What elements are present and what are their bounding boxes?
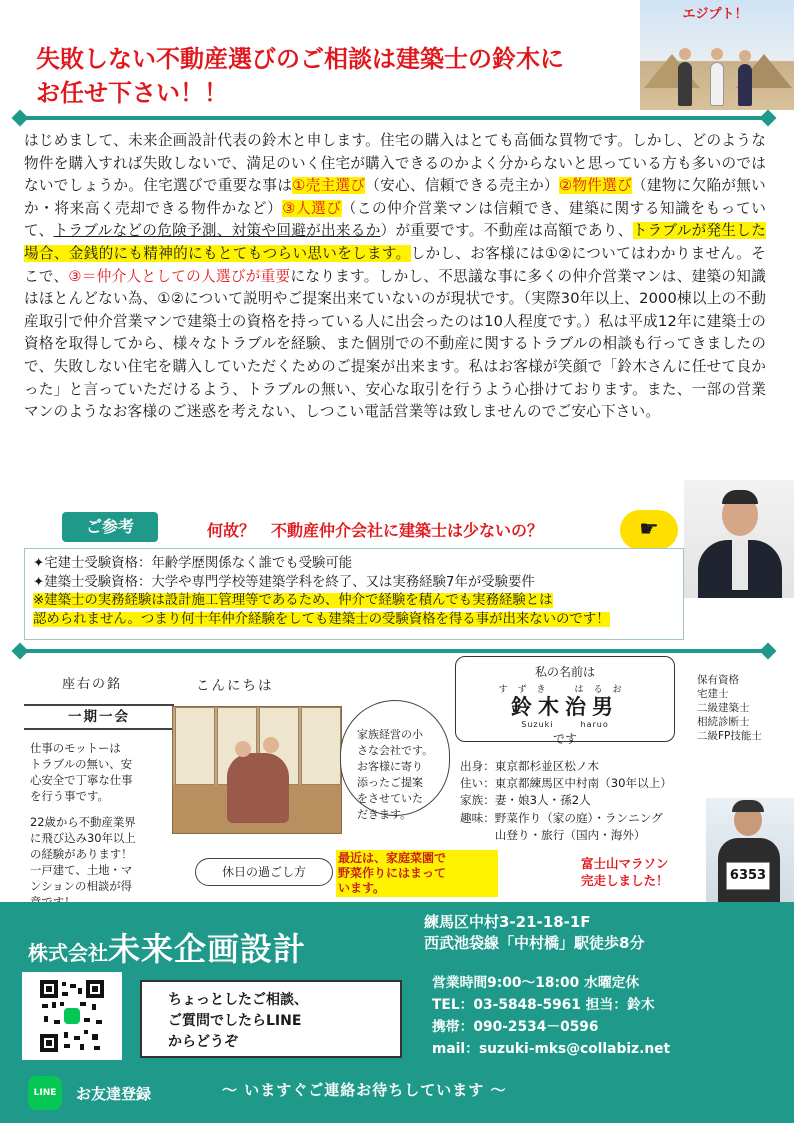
greeting-title: こんにちは (196, 678, 274, 694)
reference-note: ※建築士の実務経験は設計施工管理等であるため、仲介で経験を積んでも実務経験とは (33, 593, 553, 608)
qualifications: 保有資格 宅建士 二級建築士 相続診断士 二級FP技能士 (697, 674, 762, 742)
line-qr-code[interactable] (22, 972, 122, 1060)
email-address[interactable]: mail：suzuki-mks@collabiz.net (432, 1041, 671, 1057)
highlight-trouble: トラブルが発生した場合、金銭的にも精神的にもとてもつらい思いをします。 (24, 222, 767, 262)
portrait-photo (684, 480, 794, 598)
vegetable-note: 最近は、家庭菜園で 野菜作りにはまって います。 (336, 850, 498, 897)
line-icon[interactable]: LINE (28, 1076, 62, 1110)
reference-question: 何故？ 不動産仲介会社に建築士は少ないの？ (207, 521, 544, 540)
add-friend-label[interactable]: お友達登録 (76, 1085, 152, 1103)
qr-code-icon (40, 980, 104, 1052)
highlight-property: ②物件選び (558, 177, 632, 195)
speech-bubble: 家族経営の小 さな会社です。 お客様に寄り 添ったご提案 をさせていた だきます。 (340, 700, 450, 816)
egypt-photo (640, 0, 794, 110)
photo-caption: エジプト！ (682, 7, 748, 22)
profile-divider (22, 649, 766, 653)
motto-banner: 一期一会 (24, 704, 174, 730)
red-emphasis: ③＝仲介人としての人選びが重要 (68, 267, 291, 285)
line-cta-box: ちょっとしたご相談、 ご質問でしたらLINE からどうぞ (140, 980, 402, 1058)
mobile-number[interactable]: 携帯：090-2534－0596 (432, 1019, 599, 1035)
family-photo (172, 706, 342, 834)
race-bib: 6353 (726, 862, 770, 890)
highlight-seller: ①売主選び (292, 177, 366, 195)
detail-row: 趣味： 野菜作り（家の庭）・ランニング (460, 810, 663, 825)
highlight-person: ③人選び (282, 199, 342, 217)
header-divider (22, 116, 766, 120)
phone-number[interactable]: TEL：03-5848-5961 担当：鈴木 (432, 997, 655, 1013)
name-romaji: Suzuki haruo (521, 720, 609, 729)
holiday-label: 休日の過ごし方 (195, 858, 333, 886)
detail-row: 住い： 東京都練馬区中村南（30年以上） (460, 776, 672, 791)
owner-name: 鈴木治男 (511, 695, 619, 719)
company-address: 練馬区中村3-21-18-1F 西武池袋線「中村橋」駅徒歩8分 (424, 913, 645, 952)
page-headline: 失敗しない不動産選びのご相談は建築士の鈴木に お任せ下さい！！ (36, 45, 564, 107)
detail-row: 山登り・旅行（国内・海外） (494, 827, 646, 842)
divider-diamond-right (760, 643, 777, 660)
intro-paragraph: はじめまして、未来企画設計代表の鈴木と申します。住宅の購入はとても高価な買物です。しかし、どのような物件を購入すれば失敗しないで、満足のいく住宅が購入できるのかよく分からないと思っている方も多いのではないでしょうか。住宅選びで重要な事は①売主選び（安心、信頼できる売主か）②物件選び（建物に欠陥が無いか・将来高く売却できる物件かなど）③人選び（この仲介営業マンは信頼でき、建築に関する知識をもっていて、トラブルなどの危険予測、対策や回避が出来るか）が重要です。不動産は高額であり、トラブルが発生した場合、金銭的にも精神的にもとてもつらい思いをします。しかし、お客様には①②についてはわかりません。そこで、③＝仲介人としての人選びが重要になります。しかし、不思議な事に多くの仲介営業マンは、建築の知識はほとんどない為、①②について説明やご提案出来ていないのが現状です。（実際30年以上、2000棟以上の不動産取引で仲介営業マンで建築士の資格を持っている人に出会ったのは10人程度です。）私は平成12年に建築士の資格を取得してから、様々なトラブルを経験、また個別での不動産に関するトラブルの相談も行ってきましたので、失敗しない住宅を購入していただくためのご提案が出来ます。私はお客様が笑顔で「鈴木さんに任せて良かった」と言っていただけるよう、トラブルの無い、安心な取引を行うよう心掛けております。また、一部の営業マンのようなお客様のご迷惑を考えない、しつこい電話営業等は致しませんのでご安心下さい。 (24, 132, 767, 421)
underlined-risk: トラブルなどの危険予測、対策や回避が出来るか (53, 222, 381, 240)
runner-photo (706, 798, 794, 902)
divider-diamond-right (760, 110, 777, 127)
business-hours: 営業時間9:00～18:00 水曜定休 (432, 975, 640, 991)
reference-tab: ご参考 (62, 512, 158, 542)
detail-row: 家族： 妻・娘3人・孫2人 (460, 793, 591, 808)
pointing-hand-icon: ☛ (620, 510, 678, 550)
profile-details (460, 758, 672, 844)
name-ruby: すずき はるお (498, 685, 632, 695)
motto-text: 仕事のモットーは トラブルの無い、安 心安全で丁寧な仕事 を行う事です。 22歳から不動産業界 に飛び込み30年以上 の経験があります！ 一戸建て、土地・マ ンションの相談が得 (30, 741, 136, 893)
reference-box: ✦宅建士受験資格：年齢学歴関係なく誰でも受験可能 ✦建築士受験資格：大学や専門学校等建築学科を終了、又は実務経験7年が受験要件 ※建築士の実務経験は設計施工管理等であるため、仲介で経験を積んでも実務経験とは 認められません。つまり何十年仲介経験をしても建築士の受験資格を得る事が出来ないのです！ (24, 548, 684, 640)
marathon-caption: 富士山マラソン 完走しました！ (581, 856, 669, 888)
motto-title: 座右の銘 (62, 677, 123, 692)
name-card: 私の名前は すずき はるお 鈴木治男 Suzuki haruo です (455, 656, 675, 742)
company-name: 株式会社未来企画設計 (28, 930, 307, 968)
contact-info (432, 972, 670, 1060)
detail-row: 出身： 東京都杉並区松ノ木 (460, 759, 600, 773)
closing-message: ～ いますぐご連絡お待ちしています ～ (222, 1081, 507, 1099)
footer (0, 902, 794, 1123)
